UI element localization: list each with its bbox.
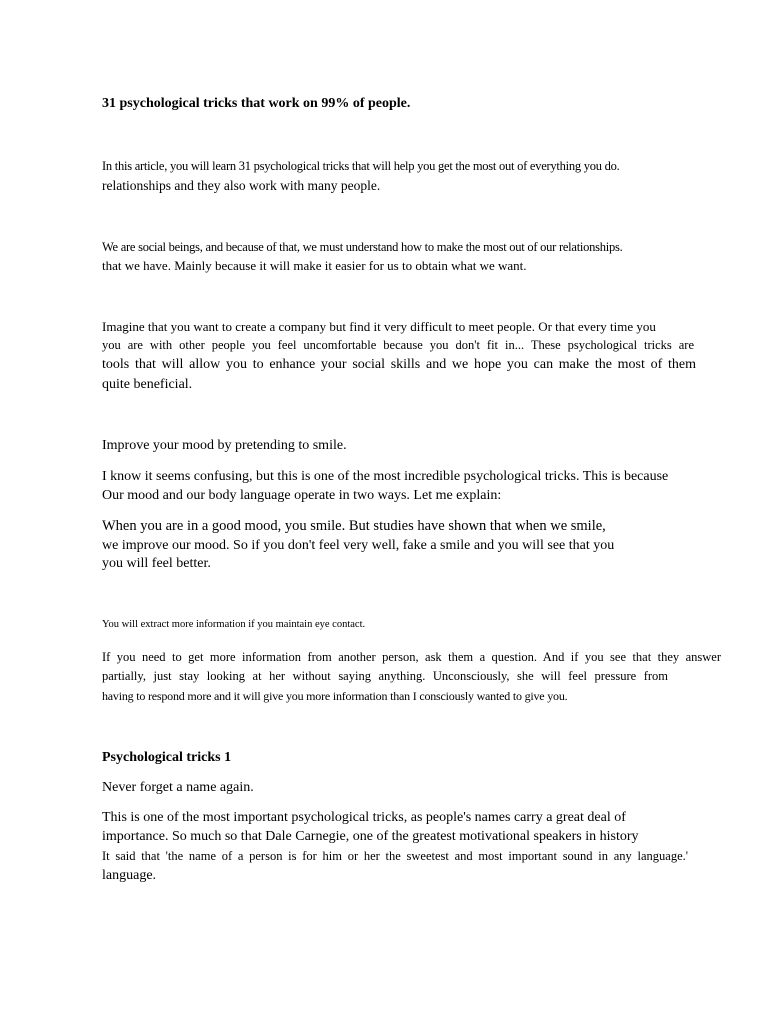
smile-p2-line-1: When you are in a good mood, you smile. But studies have shown that when we smile, [102, 518, 606, 534]
name-p-line-2: importance. So much so that Dale Carnegie, one of the greatest motivational speakers in history [102, 829, 639, 844]
name-heading: Never forget a name again. [102, 780, 254, 795]
eye-p-line-2: partially, just stay looking at her without saying anything. Unconsciously, she will feel pressure from [102, 669, 668, 683]
social-line-1: We are social beings, and because of that, we must understand how to make the most out of our relationships. [102, 240, 623, 254]
section-heading: Psychological tricks 1 [102, 750, 232, 765]
eye-heading: You will extract more information if you maintain eye contact. [102, 619, 366, 630]
imagine-line-1: Imagine that you want to create a company but find it very difficult to meet people. Or that every time you [102, 319, 656, 334]
intro-line-1: In this article, you will learn 31 psychological tricks that will help you get the most out of everything you do. [102, 159, 620, 173]
social-line-2: that we have. Mainly because it will make it easier for us to obtain what we want. [102, 258, 527, 273]
imagine-line-2: you are with other people you feel uncomfortable because you don't fit in... These psychological tricks are [102, 338, 694, 352]
eye-p-line-3: having to respond more and it will give you more information than I consciously wanted to give you. [102, 689, 568, 703]
imagine-line-4: quite beneficial. [102, 377, 193, 392]
smile-p1-line-1: I know it seems confusing, but this is one of the most incredible psychological tricks. This is because [102, 469, 669, 484]
eye-p-line-1: If you need to get more information from another person, ask them a question. And if you see that they answer [102, 650, 721, 664]
document-title: 31 psychological tricks that work on 99% of people. [102, 96, 411, 111]
name-p-line-1: This is one of the most important psychological tricks, as people's names carry a great deal of [102, 810, 626, 825]
name-p-line-3: It said that 'the name of a person is for him or her the sweetest and most important sound in any language.' [102, 849, 688, 863]
name-p-line-4: language. [102, 868, 157, 883]
imagine-line-3: tools that will allow you to enhance your social skills and we hope you can make the most of them [102, 357, 696, 372]
smile-p2-line-3: you will feel better. [102, 556, 211, 571]
smile-p1-line-2: Our mood and our body language operate in two ways. Let me explain: [102, 488, 502, 503]
intro-line-2: relationships and they also work with many people. [102, 178, 381, 193]
smile-heading: Improve your mood by pretending to smile. [102, 438, 347, 453]
smile-p2-line-2: we improve our mood. So if you don't feel very well, fake a smile and you will see that you [102, 538, 615, 553]
